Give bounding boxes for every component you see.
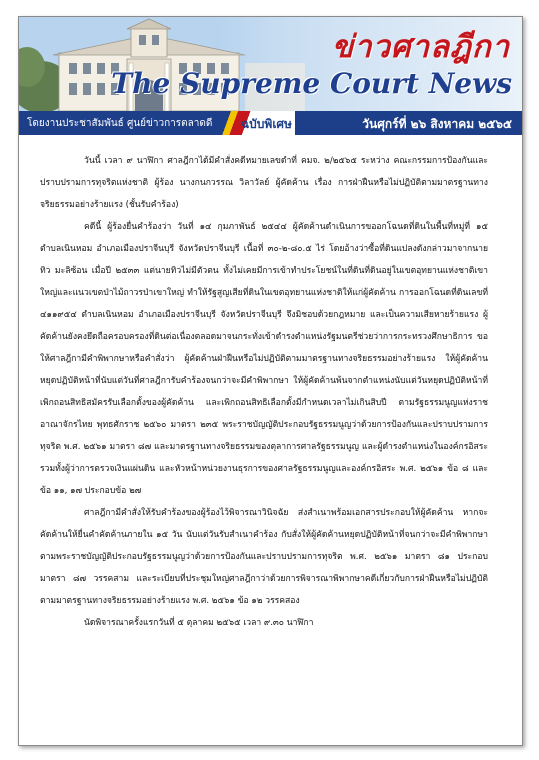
masthead-info-bar: [19, 111, 522, 135]
edition-label: ฉบับพิเศษ: [241, 117, 292, 131]
article-paragraph: คดีนี้ ผู้ร้องยื่นคำร้องว่า วันที่ ๑๔ กุมภาพันธ์ ๒๕๔๔ ผู้คัดค้านดำเนินการขออกโฉนดที่ดินในพื้นที่หมู่ที่ ๑๕ ตำบลเนินหอม อำเภอเมืองปราจีนบุรี จังหวัดปราจีนบุรี เนื้อที่ ๓๐-๒-๘๐.๕ ไร่ โดยอ้างว่าซื้อที่ดินแปลงดังกล่าวมาจากนายทิว มะลิซ้อน เมื่อปี ๒๕๓๓ แต่นายทิวไม่มีตัวตน ทั้งไม่เคยมีการเข้าทำประโยชน์ในที่ดินที่ดินอยู่ในเขตอุทยานแห่งชาติเขาใหญ่และแนวเขตป่าไม้ถาวรป่าเขาใหญ่ ทำให้รัฐสูญเสียที่ดินในเขตอุทยานแห่งชาติให้แก่ผู้คัดค้าน การออกโฉนดที่ดินเลขที่ ๔๑๑๙๕๔ ตำบลเนินหอม อำเภอเมืองปราจีนบุรี จังหวัดปราจีนบุรี จึงมิชอบด้วยกฎหมาย และเป็นความเสียหายร้ายแรง ผู้คัดค้านยังคงยึดถือครอบครองที่ดินต่อเนื่องตลอดมาจนกระทั่งเข้าดำรงตำแหน่งรัฐมนตรีช่วยว่าการกระทรวงศึกษาธิการ ขอให้ศาลฎีกามีคำพิพากษาหรือคำสั่งว่า ผู้คัดค้านฝ่าฝืนหรือไม่ปฏิบัติตามมาตรฐานทางจริยธรรมอย่างร้ายแรง ให้ผู้คัดค้านหยุดปฏิบัติหน้าที่นับแต่วันที่ศาลฎีการับคำร้องจนกว่าจะมีคำพิพากษา ให้ผู้คัดค้านพ้นจากตำแหน่งนับแต่วันหยุดปฏิบัติหน้าที่ เพิกถอนสิทธิสมัครรับเลือกตั้งของผู้คัดค้าน และเพิกถอนสิทธิเลือกตั้งมีกำหนดเวลาไม่เกินสิบปี ตามรัฐธรรมนูญแห่งราชอาณาจักรไทย พุทธศักราช ๒๕๖๐ มาตรา ๒๓๕ พระราชบัญญัติประกอบรัฐธรรมนูญว่าด้วยการป้องกันและปราบปรามการทุจริต พ.ศ. ๒๕๖๑ มาตรา ๘๗ และมาตรฐานทางจริยธรรมของตุลาการศาลรัฐธรรมนูญ และผู้ดำรงตำแหน่งในองค์กรอิสระ รวมทั้งผู้ว่าการตรวจเงินแผ่นดิน และหัวหน้าหน่วยงานธุรการของศาลรัฐธรรมนูญและองค์กรอิสระ พ.ศ. ๒๕๖๑ ข้อ ๘ และข้อ ๑๑, ๑๗ ประกอบข้อ ๒๗: [40, 222, 488, 496]
article-paragraph: นัดพิจารณาครั้งแรกวันที่ ๕ ตุลาคม ๒๕๖๕ เวลา ๙.๓๐ นาฬิกา: [84, 618, 314, 628]
project-label: โดยงานประชาสัมพันธ์ ศูนย์ข่าวการตลาดดี: [27, 118, 213, 129]
masthead-english-title: The Supreme Court News: [111, 67, 512, 100]
newsletter-banner: [19, 17, 522, 135]
article-body: [40, 150, 488, 634]
article-paragraph: ศาลฎีกามีคำสั่งให้รับคำร้องของผู้ร้องไว้พิจารณาวินิจฉัย ส่งสำเนาพร้อมเอกสารประกอบให้ผู้คัดค้าน หากจะคัดค้านให้ยื่นคำคัดค้านภายใน ๑๕ วัน นับแต่วันรับสำเนาคำร้อง กับสั่งให้ผู้คัดค้านหยุดปฏิบัติหน้าที่จนกว่าจะมีคำพิพากษา ตามพระราชบัญญัติประกอบรัฐธรรมนูญว่าด้วยการป้องกันและปราบปรามการทุจริต พ.ศ. ๒๕๖๑ มาตรา ๘๑ ประกอบมาตรา ๘๗ วรรคสาม และระเบียบที่ประชุมใหญ่ศาลฎีกาว่าด้วยการพิจารณาพิพากษาคดีเกี่ยวกับการฝ่าฝืนหรือไม่ปฏิบัติตามมาตรฐานทางจริยธรรมอย่างร้ายแรง พ.ศ. ๒๕๖๑ ข้อ ๑๒ วรรคสอง: [40, 508, 488, 606]
masthead-thai-title: ข่าวศาลฎีกา: [331, 29, 510, 65]
article-paragraph: วันนี้ เวลา ๙ นาฬิกา ศาลฎีกาได้มีคำสั่งคดีหมายเลขดำที่ คมจ. ๒/๒๕๖๕ ระหว่าง คณะกรรมการป้องกันและปราบปรามการทุจริตแห่งชาติ ผู้ร้อง นางกนกวรรณ วิลาวัลย์ ผู้คัดค้าน เรื่อง การฝ่าฝืนหรือไม่ปฏิบัติตามมาตรฐานทางจริยธรรมอย่างร้ายแรง (ชั้นรับคำร้อง): [40, 156, 488, 210]
issue-date: วันศุกร์ที่ ๒๖ สิงหาคม ๒๕๖๕: [362, 117, 512, 131]
